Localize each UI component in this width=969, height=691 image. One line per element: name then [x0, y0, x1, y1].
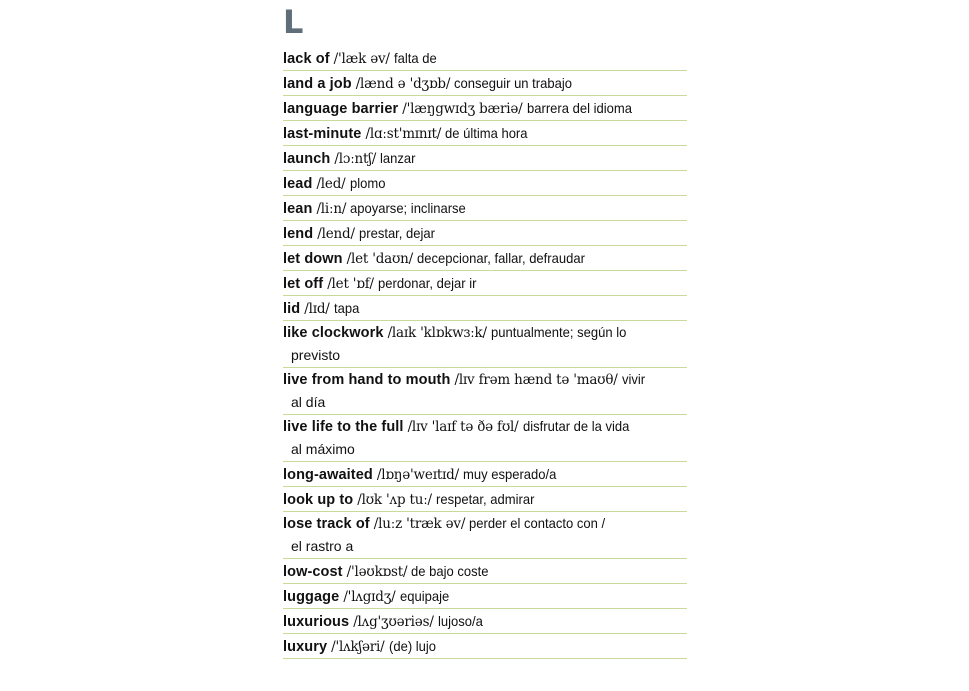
glossary-entry — [283, 246, 687, 271]
entry-term: low-cost — [283, 564, 343, 580]
glossary-entry — [283, 296, 687, 321]
entry-term: land a job — [283, 76, 352, 92]
glossary-entry — [283, 96, 687, 121]
entry-phonetic: /lɑːst'mɪnɪt/ — [365, 126, 442, 142]
entry-term: lean — [283, 201, 313, 217]
entry-translation-continued: al día — [291, 394, 326, 410]
entry-term: language barrier — [283, 101, 399, 117]
entry-phonetic: /'lʌkʃəri/ — [331, 639, 385, 655]
entry-translation: perder el contacto con / — [469, 515, 606, 531]
entry-phonetic: /lɔːntʃ/ — [334, 151, 377, 167]
glossary-entry — [283, 368, 687, 415]
glossary-entry — [283, 271, 687, 296]
entry-term: luggage — [283, 589, 340, 605]
entry-translation-continued: al máximo — [291, 441, 355, 457]
entry-term: like clockwork — [283, 325, 384, 341]
entry-term: lose track of — [283, 516, 370, 532]
entry-phonetic: /lɪv 'laɪf tə ðə fʊl/ — [407, 419, 519, 435]
entry-translation: prestar, dejar — [358, 225, 435, 241]
glossary-section — [283, 4, 687, 659]
glossary-entry — [283, 462, 687, 487]
glossary-entry — [283, 221, 687, 246]
glossary-entry — [283, 146, 687, 171]
entry-translation: tapa — [333, 300, 359, 316]
glossary-entry — [283, 487, 687, 512]
glossary-entry — [283, 121, 687, 146]
entry-translation: (de) lujo — [388, 638, 436, 654]
entry-translation: lanzar — [380, 150, 416, 166]
entry-term: lid — [283, 301, 301, 317]
entry-term: live from hand to mouth — [283, 372, 451, 388]
entry-translation: de última hora — [445, 125, 528, 141]
entry-term: lead — [283, 176, 313, 192]
entry-translation: barrera del idioma — [526, 100, 632, 116]
entry-translation: lujoso/a — [437, 613, 483, 629]
entry-phonetic: /'læŋgwɪdʒ bæriə/ — [402, 101, 523, 117]
entry-translation: perdonar, dejar ir — [377, 275, 477, 291]
entry-term: luxurious — [283, 614, 350, 630]
entry-phonetic: /led/ — [316, 176, 346, 192]
entry-translation: de bajo coste — [411, 563, 489, 579]
entry-phonetic: /let 'ɒf/ — [327, 276, 374, 292]
entry-translation-continued: el rastro a — [291, 538, 354, 554]
entry-translation: disfrutar de la vida — [522, 418, 629, 434]
entry-translation: conseguir un trabajo — [454, 75, 573, 91]
section-letter: L — [283, 3, 304, 41]
entry-term: last-minute — [283, 126, 362, 142]
glossary-entry — [283, 512, 687, 559]
entry-translation: puntualmente; según lo — [490, 324, 627, 340]
entry-term: lend — [283, 226, 314, 242]
glossary-entry — [283, 196, 687, 221]
glossary-entry — [283, 415, 687, 462]
entry-phonetic: /laɪk 'klɒkwɜːk/ — [387, 325, 487, 341]
glossary-entry — [283, 321, 687, 368]
entry-translation: apoyarse; inclinarse — [350, 200, 467, 216]
entry-term: look up to — [283, 492, 354, 508]
glossary-entry — [283, 46, 687, 71]
entry-phonetic: /let 'daʊn/ — [346, 251, 414, 267]
glossary-entry — [283, 634, 687, 659]
entry-term: lack of — [283, 51, 330, 67]
entry-phonetic: /lɪv frəm hænd tə 'maʊθ/ — [454, 372, 618, 388]
entry-translation: respetar, admirar — [435, 491, 535, 507]
glossary-entry — [283, 609, 687, 634]
entry-term: let off — [283, 276, 324, 292]
entry-translation: plomo — [349, 175, 386, 191]
entry-phonetic: /lɪd/ — [304, 301, 330, 317]
entry-phonetic: /'lʌgɪdʒ/ — [343, 589, 396, 605]
entry-translation: muy esperado/a — [463, 466, 557, 482]
entry-term: launch — [283, 151, 331, 167]
entry-translation: vivir — [621, 371, 645, 387]
entry-phonetic: /lʊk 'ʌp tuː/ — [357, 492, 432, 508]
entry-term: let down — [283, 251, 343, 267]
glossary-entry — [283, 71, 687, 96]
entry-phonetic: /'læk əv/ — [333, 51, 390, 67]
glossary-entry — [283, 171, 687, 196]
glossary-entry — [283, 559, 687, 584]
entry-phonetic: /'ləʊkɒst/ — [346, 564, 408, 580]
entry-phonetic: /lʌg'ʒʊəriəs/ — [353, 614, 434, 630]
entry-term: long-awaited — [283, 467, 373, 483]
entry-phonetic: /lænd ə 'dʒɒb/ — [355, 76, 451, 92]
entry-translation: falta de — [393, 50, 437, 66]
entry-phonetic: /lɒŋə'weɪtɪd/ — [376, 467, 459, 483]
entry-phonetic: /liːn/ — [316, 201, 347, 217]
entry-list — [283, 46, 687, 659]
entry-phonetic: /luːz 'træk əv/ — [373, 516, 466, 532]
entry-term: live life to the full — [283, 419, 404, 435]
entry-translation-continued: previsto — [291, 347, 341, 363]
entry-translation: equipaje — [399, 588, 449, 604]
entry-translation: decepcionar, fallar, defraudar — [417, 250, 586, 266]
entry-term: luxury — [283, 639, 328, 655]
glossary-entry — [283, 584, 687, 609]
entry-phonetic: /lend/ — [317, 226, 355, 242]
